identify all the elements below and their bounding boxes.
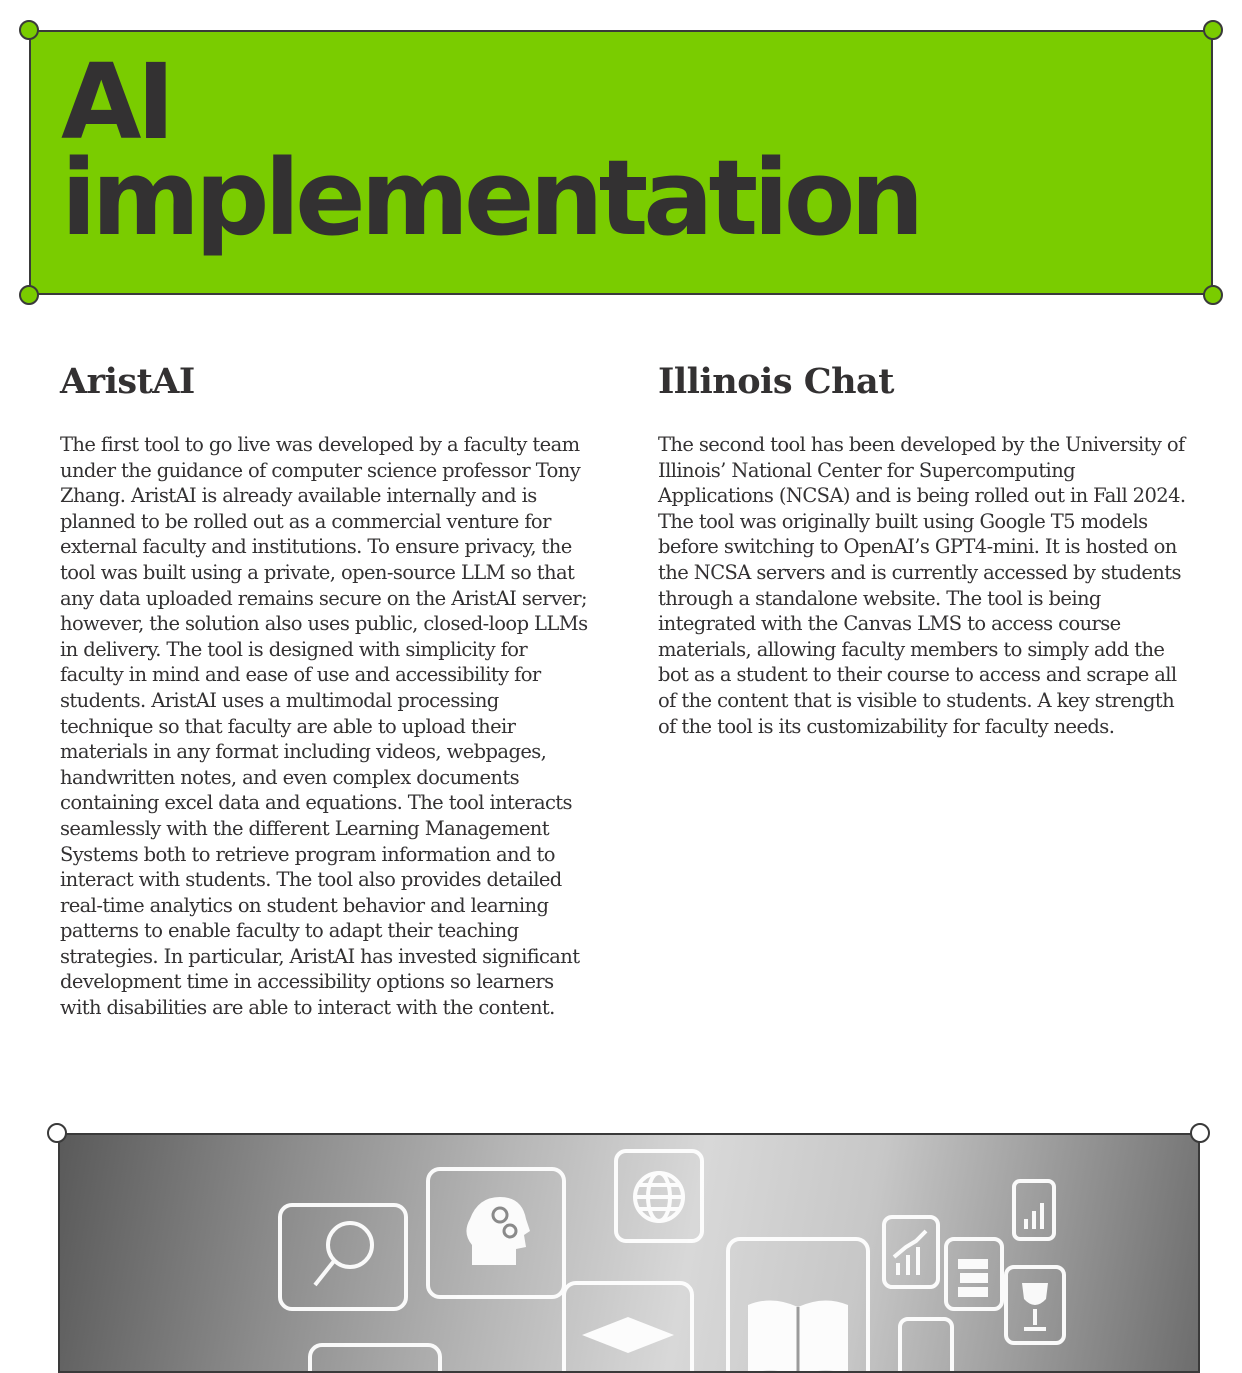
brain-gears-icon: [428, 1169, 564, 1297]
title-line-2: implementation: [61, 137, 920, 259]
globe-icon: [616, 1151, 702, 1241]
image-resize-handle-top-right[interactable]: [1190, 1123, 1210, 1143]
resize-handle-top-right[interactable]: [1203, 20, 1223, 40]
search-icon: [280, 1205, 406, 1309]
trophy-icon: [1006, 1267, 1064, 1343]
illinois-chat-body: The second tool has been developed by the University of Illinois’ National Center for Supercomputing Applications (NCSA) and is being rolled out in Fall 2024. The tool was originally built using Google T5 models before switching to OpenAI’s GPT4-mini. It is hosted on the NCSA servers and is currently accessed by students through a standalone website. The tool is being integrated with the Canvas LMS to access course materials, allowing faculty members to simply add the bot as a student to their course to access and scrape all of the content that is visible to students. A key strength of the tool is its customizability for faculty needs.: [658, 433, 1186, 738]
image-resize-handle-top-left[interactable]: [47, 1123, 67, 1143]
bar-chart-icon: [1014, 1181, 1054, 1239]
illinois-chat-section: [658, 360, 1188, 739]
ai-education-image[interactable]: [58, 1133, 1200, 1373]
resize-handle-bottom-right[interactable]: [1203, 285, 1223, 305]
resize-handle-top-left[interactable]: [19, 20, 39, 40]
icon-collage: [60, 1135, 1200, 1373]
aristai-heading: AristAI: [60, 361, 195, 402]
illinois-chat-heading: Illinois Chat: [658, 361, 894, 402]
books-icon: [946, 1239, 1002, 1309]
title-line-1: AI: [61, 41, 171, 163]
open-book-icon: [728, 1239, 868, 1373]
aristai-section: [60, 360, 590, 1021]
page-title: [61, 41, 920, 259]
bar-chart-icon: [884, 1217, 938, 1287]
aristai-body: The first tool to go live was developed by a faculty team under the guidance of computer science professor Tony Zhang. AristAI is already available internally and is planned to be rolled out as a commercial venture for external faculty and institutions. To ensure privacy, the tool was built using a private, open-source LLM so that any data uploaded remains secure on the AristAI server; however, the solution also uses public, closed-loop LLMs in delivery. The tool is designed with simplicity for faculty in mind and ease of use and accessibility for students. AristAI uses a multimodal processing technique so that faculty are able to upload their materials in any format including videos, webpages, handwritten notes, and even complex documents containing excel data and equations. The tool interacts seamlessly with the different Learning Management Systems both to retrieve program information and to interact with students. The tool also provides detailed real-time analytics on student behavior and learning patterns to enable faculty to adapt their teaching strategies. In particular, AristAI has invested significant development time in accessibility options so learners with disabilities are able to interact with the content.: [60, 433, 588, 1020]
title-banner[interactable]: [29, 30, 1213, 295]
resize-handle-bottom-left[interactable]: [19, 285, 39, 305]
